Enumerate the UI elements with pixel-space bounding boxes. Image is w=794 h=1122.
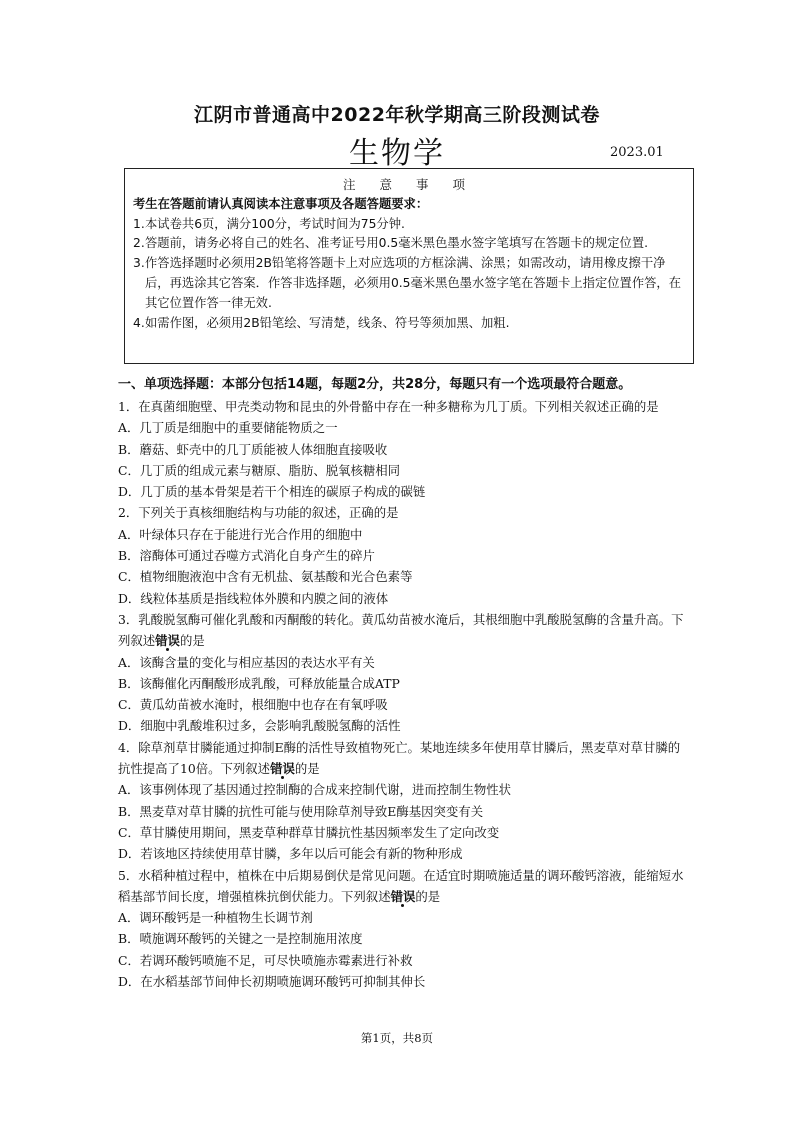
option-c: C．黄瓜幼苗被水淹时，根细胞中也存在有氧呼吸 [118,697,388,713]
question-stem [118,609,690,652]
question-stem [118,865,690,908]
notice-item-number: 4. [133,315,145,330]
question-1 [118,396,690,502]
option-a: A．调环酸钙是一种植物生长调节剂 [118,910,313,926]
notice-item-number: 3. [133,256,145,271]
exam-date: 2023.01 [610,145,664,160]
page-footer: 第1页，共8页 [360,1031,434,1045]
notice-title: 注 意 事 项 [343,177,475,192]
option-c: C．植物细胞液泡中含有无机盐、氨基酸和光合色素等 [118,569,413,585]
notice-item-text: 答题前，请务必将自己的姓名、准考证号用0.5毫米黑色墨水签字笔填写在答题卡的规定位置. [145,236,649,251]
notice-intro: 考生在答题前请认真阅读本注意事项及各题答题要求： [133,196,429,211]
option-d: D．线粒体基质是指线粒体外膜和内膜之间的液体 [118,590,389,606]
option-d: D．若该地区持续使用草甘膦，多年以后可能会有新的物种形成 [118,846,463,862]
question-stem-end: 的是 [179,633,205,649]
notice-item [133,215,685,235]
question-list [118,396,690,992]
question-5 [118,865,690,993]
notice-item [133,314,685,334]
option-a: A．几丁质是细胞中的重要储能物质之一 [118,420,338,436]
question-stem-text: 3．乳酸脱氢酶可催化乳酸和丙酮酸的转化。黄瓜幼苗被水淹后，其根细胞中乳酸脱氢酶的含量升高。下列叙述 [118,611,684,649]
exam-title: 江阴市普通高中2022年秋学期高三阶段测试卷 [194,104,600,126]
option-a: A．该酶含量的变化与相应基因的表达水平有关 [118,654,375,670]
notice-item [133,254,685,313]
question-stem-text: 4．除草剂草甘膦能通过抑制E酶的活性导致植物死亡。某地连续多年使用草甘膦后，黑麦草对草甘膦的抗性提高了10倍。下列叙述 [118,739,681,777]
emphasis-word: 错误 [390,888,416,904]
question-stem-text: 5．水稻种植过程中，植株在中后期易倒伏是常见问题。在适宜时期喷施适量的调环酸钙溶液，能缩短水稻基部节间长度，增强植株抗倒伏能力。下列叙述 [118,867,684,904]
option-d: D．几丁质的基本骨架是若干个相连的碳原子构成的碳链 [118,484,426,500]
option-b: B．喷施调环酸钙的关键之一是控制施用浓度 [118,931,363,947]
notice-item-number: 2. [133,236,145,251]
subject-title: 生物学 [349,136,445,171]
notice-item [133,234,685,254]
question-stem: 2．下列关于真核细胞结构与功能的叙述，正确的是 [118,505,399,521]
section-heading: 一、单项选择题：本部分包括14题，每题2分，共28分，每题只有一个选项最符合题意。 [118,377,632,392]
question-3 [118,609,690,737]
question-stem-end: 的是 [415,888,441,904]
notice-item-text: 如需作图，必须用2B铅笔绘、写清楚，线条、符号等须加黑、加粗. [145,315,510,330]
option-a: A．叶绿体只存在于能进行光合作用的细胞中 [118,526,363,542]
question-stem [118,737,690,780]
question-4 [118,737,690,865]
option-c: C．几丁质的组成元素与糖原、脂肪、脱氧核糖相同 [118,462,401,478]
option-d: D．在水稻基部节间伸长初期喷施调环酸钙可抑制其伸长 [118,974,426,990]
option-b: B．溶酶体可通过吞噬方式消化自身产生的碎片 [118,548,375,564]
option-b: B．蘑菇、虾壳中的几丁质能被人体细胞直接吸收 [118,441,388,457]
option-a: A．该事例体现了基因通过控制酶的合成来控制代谢，进而控制生物性状 [118,782,512,798]
notice-box [124,168,694,364]
question-2 [118,502,690,608]
notice-item-text: 本试卷共6页，满分100分，考试时间为75分钟. [145,216,405,231]
option-b: B．该酶催化丙酮酸形成乳酸，可释放能量合成ATP [118,675,400,691]
option-b: B．黑麦草对草甘膦的抗性可能与使用除草剂导致E酶基因突变有关 [118,803,484,819]
option-c: C．草甘膦使用期间，黑麦草种群草甘膦抗性基因频率发生了定向改变 [118,824,500,840]
emphasis-word: 错误 [270,761,295,777]
option-d: D．细胞中乳酸堆积过多，会影响乳酸脱氢酶的活性 [118,718,401,734]
notice-item-text: 作答选择题时必须用2B铅笔将答题卡上对应选项的方框涂满、涂黑；如需改动，请用橡皮擦干净后，再选涂其它答案．作答非选择题，必须用0.5毫米黑色墨水签字笔在答题卡上指定位置作答，在其它位置作答一律无效. [145,256,682,310]
question-stem: 1．在真菌细胞壁、甲壳类动物和昆虫的外骨骼中存在一种多糖称为几丁质。下列相关叙述正确的是 [118,399,659,414]
emphasis-word: 错误 [155,633,180,649]
option-c: C．若调环酸钙喷施不足，可尽快喷施赤霉素进行补救 [118,952,413,968]
question-stem-end: 的是 [294,761,320,777]
notice-item-number: 1. [133,216,145,231]
